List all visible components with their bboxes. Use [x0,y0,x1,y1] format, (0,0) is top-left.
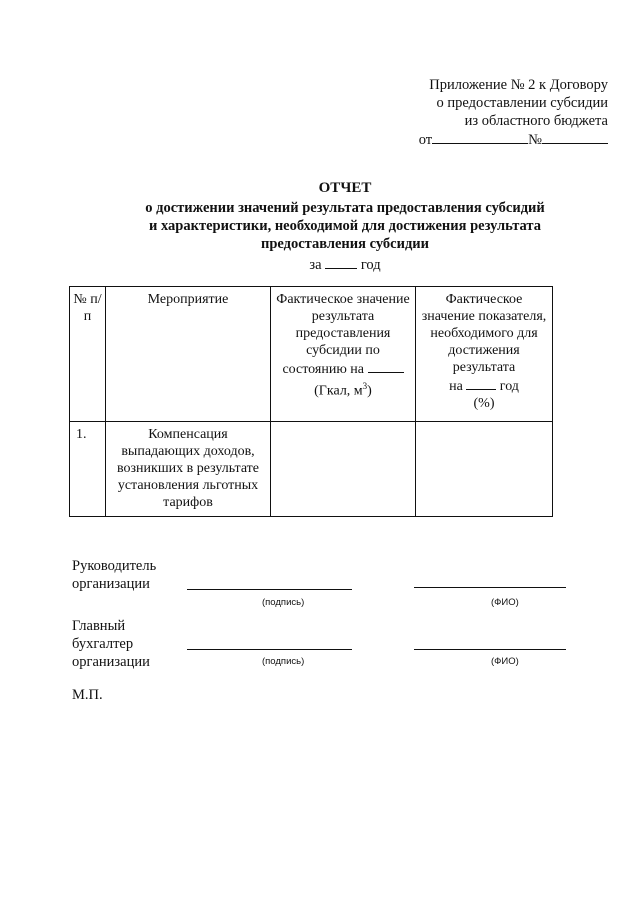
table-header-row [70,287,553,422]
head-signature-caption: (подпись) [262,597,305,608]
header-indicator-pct: (%) [473,396,495,411]
acc-label-1: Главный [72,618,126,634]
annex-line-2: о предоставлении субсидии [436,95,608,111]
number-label: № [528,132,542,148]
row-num: 1. [70,422,106,517]
title-line-1: о достижении значений результата предоставления субсидий [145,200,545,216]
accountant-label [72,617,150,671]
annex-header [419,76,608,149]
header-actual-sup: 3 [362,381,368,391]
acc-label-3: организации [72,654,150,670]
annex-line-3: из областного бюджета [464,113,608,129]
header-indicator-na: на [449,379,463,394]
acc-label-2: бухгалтер [72,636,134,652]
header-indicator [416,287,553,422]
period-suffix: год [360,257,381,273]
row-actual [271,422,416,517]
head-signature-line [187,589,352,590]
indicator-year-blank [466,376,496,390]
title-period [80,255,610,274]
row-indicator [416,422,553,517]
head-label-1: Руководитель [72,558,157,574]
header-actual [271,287,416,422]
head-label-2: организации [72,576,150,592]
header-actual-text: Фактическое значение результата предоставления субсидии по состоянию на [276,292,410,377]
annex-date-number-line [419,130,608,149]
report-table [69,286,553,517]
from-label: от [418,132,433,148]
title-line-3: предоставления субсидии [260,236,429,252]
accountant-fio-caption: (ФИО) [491,656,519,667]
header-event: Мероприятие [106,287,271,422]
annex-line-1: Приложение № 2 к Договору [429,77,608,93]
actual-date-blank [368,359,404,373]
header-num: № п/п [70,287,106,422]
date-blank [432,130,528,144]
title-main: ОТЧЕТ [318,180,372,196]
number-blank [542,130,608,144]
header-actual-close: ) [367,383,372,399]
accountant-fio-line [414,649,566,650]
head-fio-line [414,587,566,588]
accountant-signature-caption: (подпись) [262,656,305,667]
header-actual-units: (Гкал, м [314,383,363,399]
accountant-signature-line [187,649,352,650]
period-blank [325,255,357,269]
head-label [72,557,156,593]
period-prefix: за [309,257,322,273]
header-indicator-text: Фактическое значение показателя, необходимого для достижения результата [421,292,547,375]
table-row [70,422,553,517]
row-event: Компенсация выпадающих доходов, возникших в результате установления льготных тарифов [106,422,271,517]
stamp-label: М.П. [72,687,103,703]
head-fio-caption: (ФИО) [491,597,519,608]
header-indicator-god: год [499,379,519,394]
report-title [80,179,610,274]
title-line-2: и характеристики, необходимой для достижения результата [149,218,541,234]
